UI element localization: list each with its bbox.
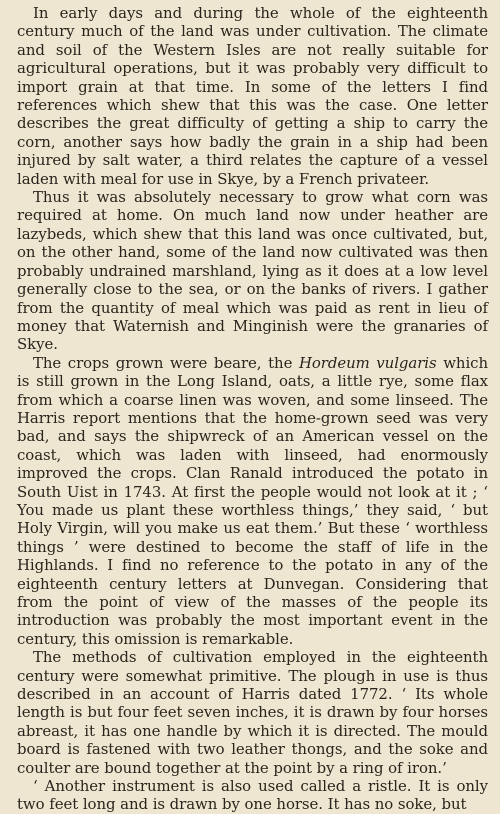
paragraph-cultivation-history: In early days and during the whole of the eighteenth century much of the land was under cultivation. The climate and soil of the Western Isles are not really suitable for agricultural operations, but it was probably very difficult to import grain at that time. In some of the letters I find references which shew that this was the case. One letter describes the great difficulty of getting a ship to carry the corn, another says how badly the grain in a ship had been injured by salt water, a third relates the capture of a vessel laden with meal for use in Skye, by a French privateer.	[17, 4, 488, 188]
paragraph-ristle: ‘ Another instrument is also used called a ristle. It is only two feet long and is drawn by one horse. It has no soke, but	[17, 777, 488, 814]
crops-text-start: The crops grown were beare, the	[33, 353, 299, 372]
paragraph-crops-grown	[17, 354, 488, 649]
hordeum-vulgaris-italic: Hordeum vulgaris	[298, 353, 437, 372]
paragraph-cultivation-methods: The methods of cultivation employed in the eighteenth century were somewhat primitive. The plough in use is thus described in an account of Harris dated 1772. ‘ Its whole length is but four feet seven inches, it is drawn by four horses abreast, it has one handle by which it is directed. The mould board is fastened with two leather thongs, and the soke and coulter are bound together at the point by a ring of iron.’	[17, 648, 488, 777]
crops-text-end: which is still grown in the Long Island, oats, a little rye, some flax from which a coarse linen was woven, and some linseed. The Harris report mentions that the home-grown seed was very bad, and says the shipwreck of an American vessel on the coast, which was laden with linseed, had enormously improved the crops. Clan Ranald introduced the potato in South Uist in 1743. At first the people would not look at it ; ‘ You made us plant these worthless things,’ they said, ‘ but Holy Virgin, will you make us eat them.’ But these ‘ worthless things ’ were destined to become the staff of life in the Highlands. I find no reference to the potato in any of the eighteenth century letters at Dunvegan. Considering that from the point of view of the masses of the people its introduction was probably the most important event in the century, this omission is remarkable.	[17, 353, 488, 648]
paragraph-growing-corn: Thus it was absolutely necessary to grow what corn was required at home. On much land now under heather are lazybeds, which shew that this land was once cultivated, but, on the other hand, some of the land now cultivated was then probably undrained marshland, lying as it does at a low level generally close to the sea, or on the banks of rivers. I gather from the quantity of meal which was paid as rent in lieu of money that Waternish and Minginish were the granaries of Skye.	[17, 188, 488, 354]
